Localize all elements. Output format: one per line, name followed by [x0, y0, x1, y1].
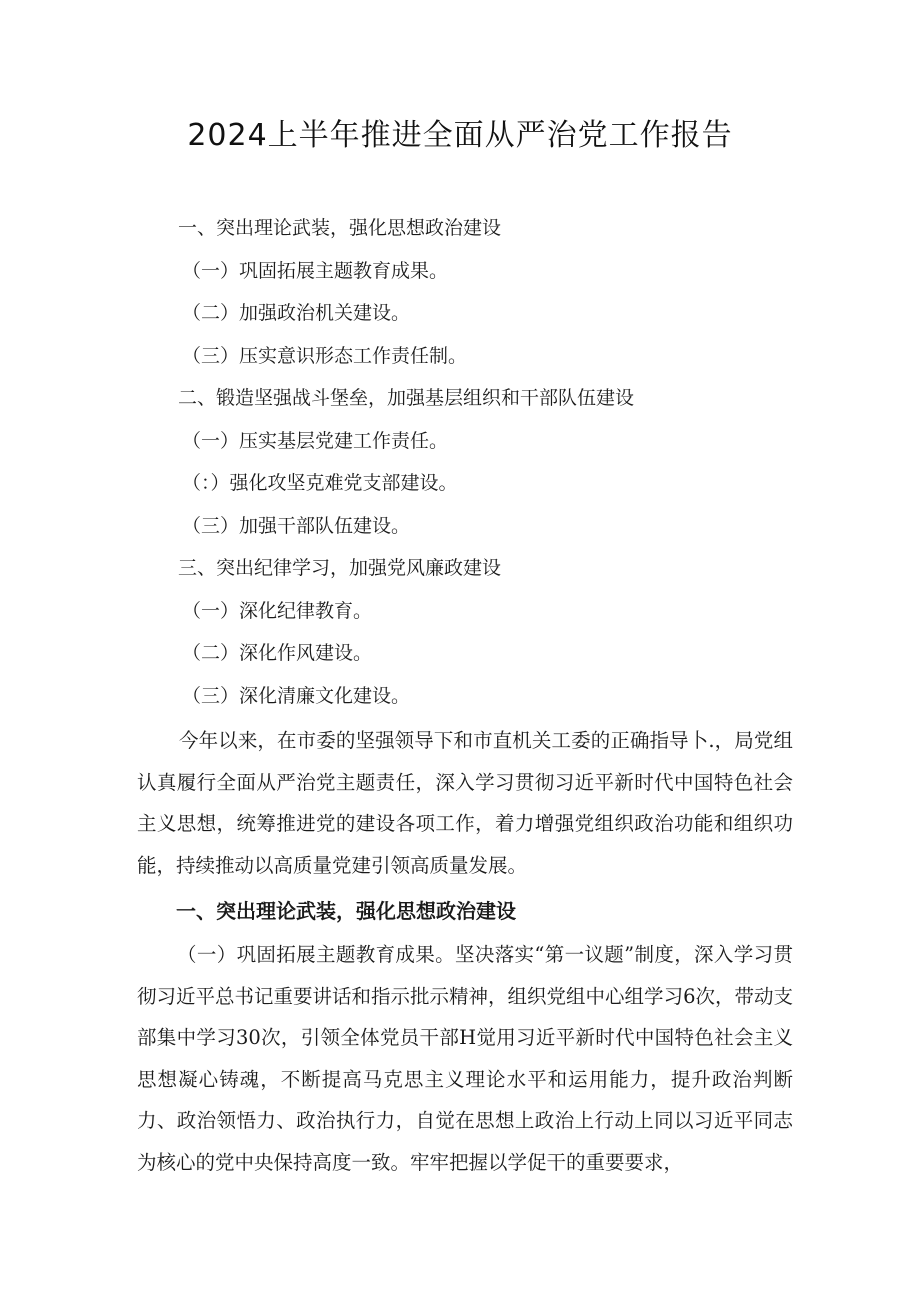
outline-item: （一）压实基层党建工作责任。: [182, 429, 449, 452]
document-title: 2024上半年推进全面从严治党工作报告: [187, 118, 733, 153]
section-paragraph: （一）巩固拓展主题教育成果。坚决落实“第一议题”制度，深入学习贯彻习近平总书记重要讲话和指示批示精神，组织党组中心组学习6次，带动支部集中学习30次，引领全体党员干部H觉用习近平新时代中国特色社会主义思想凝心铸魂，不断提高马克思主义理论水平和运用能力，提升政治判断力、政治领悟力、政治执行力，自觉在思想上政治上行动上同以习近平同志为核心的党中央保持高度一致。牢牢把握以学促干的重要要求，: [137, 943, 793, 1174]
outline-item: 一、突出理论武装，强化思想政治建设: [178, 217, 502, 239]
outline-item: 二、锻造坚强战斗堡垒，加强基层组织和干部队伍建设: [178, 387, 635, 409]
outline-item: 三、突出纪律学习，加强党风廉政建设: [178, 557, 502, 579]
outline-item: （三）压实意识形态工作责任制。: [182, 344, 468, 367]
section-heading: 一、突出理论武装，强化思想政治建设: [176, 899, 516, 923]
intro-paragraph: 今年以来，在市委的坚强领导下和市直机关工委的正确指导卜.，局党组认真履行全面从严治党主题责任，深入学习贯彻习近平新时代中国特色社会主义思想，统筹推进党的建设各项工作，着力增强党组织政治功能和组织功能，持续推动以高质量党建引领高质量发展。: [137, 729, 793, 877]
outline-item: （：）强化攻坚克难党支部建设。: [182, 472, 458, 494]
outline-item: （一）深化纪律教育。: [182, 599, 373, 622]
outline-list: [178, 212, 818, 722]
outline-item: （二）加强政治机关建设。: [182, 302, 411, 324]
outline-item: （二）深化作风建设。: [182, 642, 373, 664]
outline-item: （三）加强干部队伍建设。: [182, 514, 411, 537]
outline-item: （一）巩固拓展主题教育成果。: [182, 259, 449, 282]
outline-item: （三）深化清廉文化建设。: [182, 684, 411, 707]
